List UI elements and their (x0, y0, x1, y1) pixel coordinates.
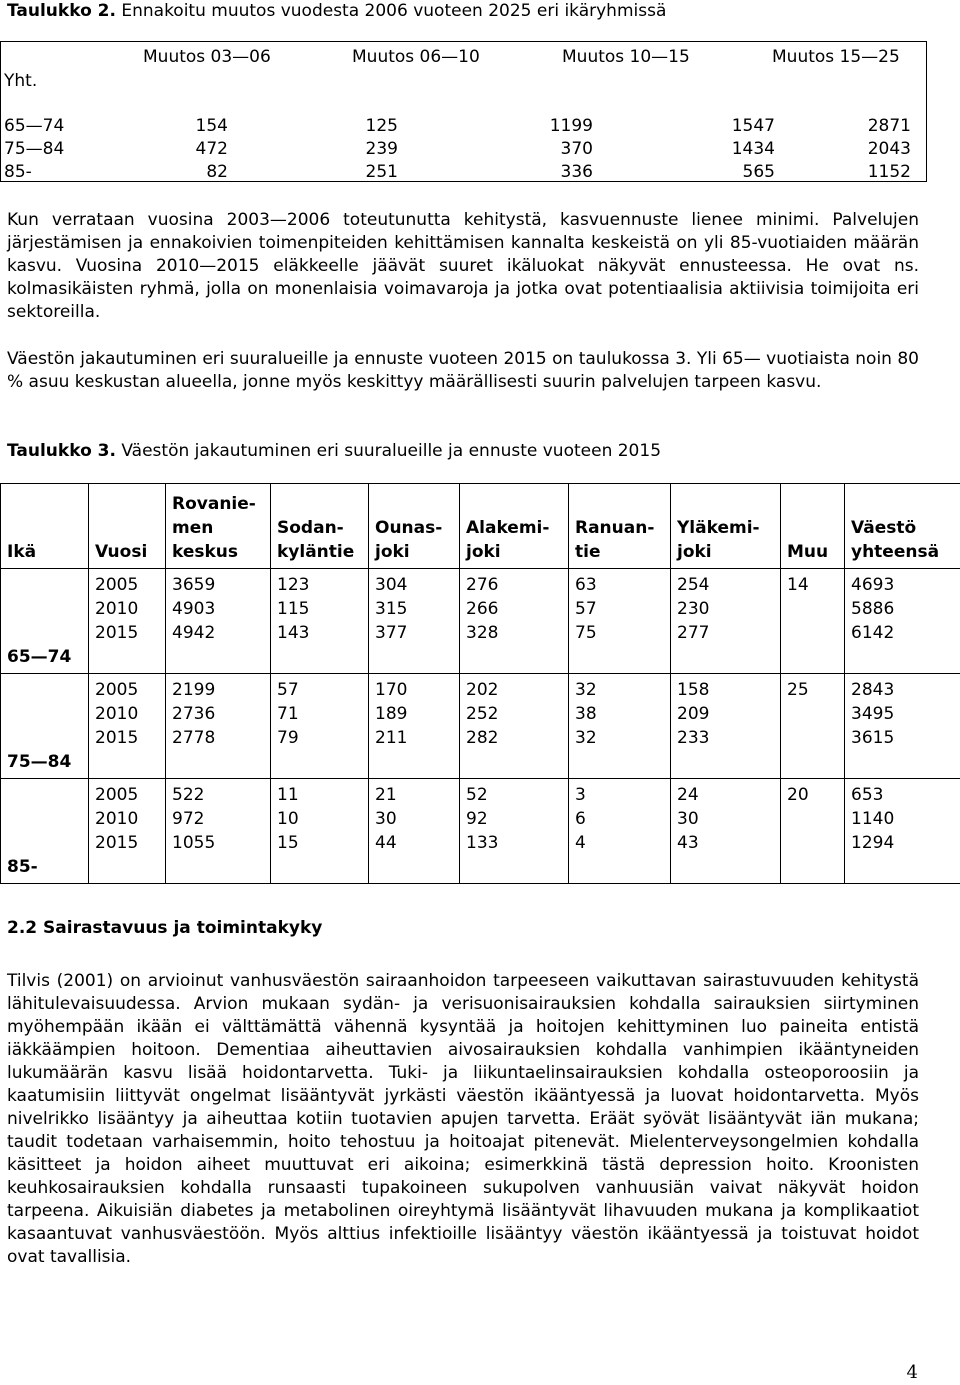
section-heading: 2.2 Sairastavuus ja toimintakyky (7, 918, 323, 938)
table3-value: 57 (277, 680, 299, 700)
table3-value: 189 (375, 704, 408, 724)
table2-cell: 1152 (867, 162, 911, 182)
table3-value: 75 (575, 623, 597, 643)
table2-cell: 2871 (867, 116, 911, 136)
table3-cell (671, 674, 781, 779)
table3-value: 3 (575, 785, 586, 805)
table3-header-row (1, 484, 960, 569)
table3-value: 233 (677, 728, 710, 748)
table3-value: 1055 (172, 833, 216, 853)
table3-value: 2199 (172, 680, 216, 700)
table3-cell (369, 779, 460, 884)
table3-header-line: Väestö (851, 518, 917, 538)
table3-cell (460, 674, 569, 779)
table3-header-line: yhteensä (851, 542, 940, 562)
table2-cell: 239 (365, 139, 398, 159)
table3-value: 3659 (172, 575, 216, 595)
table2-row-age: 65—74 (4, 116, 65, 136)
table3-value: 38 (575, 704, 597, 724)
table3-value: 14 (787, 575, 809, 595)
table3-value: 6 (575, 809, 586, 829)
paragraph-2: Väestön jakautuminen eri suuralueille ja ennuste vuoteen 2015 on taulukossa 3. Yli 65— vuotiaista noin 80 % asuu keskustan alueella, jonne myös keskittyy määrällisesti suurin palvelujen tarpeen kasvu. (7, 349, 919, 392)
table2-cell: 1199 (549, 116, 593, 136)
table3-value: 4693 (851, 575, 895, 595)
table3-cell (271, 569, 369, 674)
table3-cell (166, 569, 271, 674)
table2-header-4: Muutos 15—25 (772, 47, 900, 67)
table3-value: 304 (375, 575, 408, 595)
table2-caption-text: Ennakoitu muutos vuodesta 2006 vuoteen 2025 eri ikäryhmissä (121, 1, 667, 21)
table2-cell: 1547 (731, 116, 775, 136)
table2-caption (7, 0, 666, 22)
table3-cell (460, 569, 569, 674)
table2-cell: 370 (560, 139, 593, 159)
table3-value: 158 (677, 680, 710, 700)
table3-year: 2005 (95, 680, 139, 700)
table3-header-cell (671, 484, 781, 569)
table3-value: 4903 (172, 599, 216, 619)
table3-year: 2005 (95, 785, 139, 805)
table3-value: 143 (277, 623, 310, 643)
table2-header-3: Muutos 10—15 (562, 47, 690, 67)
table2-cell: 1434 (731, 139, 775, 159)
table3-value: 133 (466, 833, 499, 853)
table3-year: 2010 (95, 809, 139, 829)
table2-cell: 82 (206, 162, 228, 182)
table2-header-1: Muutos 03—06 (143, 47, 271, 67)
table3-header-cell (781, 484, 845, 569)
table3-value: 79 (277, 728, 299, 748)
table3-cell (569, 779, 671, 884)
table3-header-cell (845, 484, 960, 569)
table3-value: 252 (466, 704, 499, 724)
table2-cell: 336 (560, 162, 593, 182)
table3-value: 3495 (851, 704, 895, 724)
table3-header-line: Alakemi- (466, 518, 550, 538)
table3-value: 32 (575, 728, 597, 748)
table3-value: 315 (375, 599, 408, 619)
table3-value: 43 (677, 833, 699, 853)
table3-year: 2015 (95, 833, 139, 853)
table3-caption-text: Väestön jakautuminen eri suuralueille ja ennuste vuoteen 2015 (121, 441, 662, 461)
table3-age-group: 65—74 (1, 569, 89, 674)
table3-value: 653 (851, 785, 884, 805)
table3-header-line: Ikä (7, 542, 37, 562)
table3-cell (671, 569, 781, 674)
table3-header-cell (569, 484, 671, 569)
table3-year: 2015 (95, 728, 139, 748)
table3-row (1, 779, 960, 884)
table3-value: 328 (466, 623, 499, 643)
table3-value: 4 (575, 833, 586, 853)
table3-value: 1140 (851, 809, 895, 829)
table3-value: 32 (575, 680, 597, 700)
table3-header-line: Ranuan- (575, 518, 655, 538)
table3-value: 6142 (851, 623, 895, 643)
table3-cell (369, 569, 460, 674)
table3-value: 230 (677, 599, 710, 619)
table3-year: 2010 (95, 704, 139, 724)
table3-header-line: joki (466, 542, 501, 562)
table3-cell (671, 779, 781, 884)
table3-header-line: Muu (787, 542, 829, 562)
table3-header-line: Sodan- (277, 518, 344, 538)
table3-header-line: joki (677, 542, 712, 562)
table3-value: 2736 (172, 704, 216, 724)
table3-header-cell (460, 484, 569, 569)
table3-value: 2778 (172, 728, 216, 748)
table3-years (89, 569, 166, 674)
table3-cell (781, 569, 845, 674)
table3-cell (166, 779, 271, 884)
table3-cell (166, 674, 271, 779)
table3-value: 11 (277, 785, 299, 805)
table2-header-2: Muutos 06—10 (352, 47, 480, 67)
table3-value: 277 (677, 623, 710, 643)
table3-header-line: kyläntie (277, 542, 355, 562)
table3-value: 30 (375, 809, 397, 829)
table3-value: 71 (277, 704, 299, 724)
table3-cell (845, 674, 960, 779)
table3-value: 5886 (851, 599, 895, 619)
paragraph-3: Tilvis (2001) on arvioinut vanhusväestön sairaanhoidon tarpeeseen vaikuttavan sairastuvuuden kehitystä lähitulevaisuudessa. Arvion mukaan sydän- ja verisuonisairauksien kohdalla sairauksien siirtyminen myöhempään ikään ei välttämättä vähennä kysyntää ja hoitojen kehittyminen luo paineita entistä iäkkäämpien hoitoon. Dementiaa aiheuttavien aivosairauksien kohdalla vanhimpien ikääntyneiden lukumäärän kasvu lisää hoidontarvetta. Tuki- ja liikuntaelinsairauksien kohdalla osteoporoosiin ja kaatumisiin liittyvät ongelmat lisääntyvät jyrkästi väestön ikääntyessä ja luovat hoidontarvetta. Myös nivelrikko lisääntyy ja aiheuttaa kotiin tuotavien apujen tarvetta. Eräät syövät lisääntyvät iän mukana; taudit todetaan varhaisemmin, hoito tehostuu ja hoitoajat pitenevät. Mielenterveysongelmien kohdalla käsitteet ja hoidon aiheet muuttuvat eri aikoina; esimerkkinä tästä depression hoito. Kroonisten keuhkosairauksien kohdalla runsaasti tupakoineen sukupolven vanhuusiän vaivat näkyvät hoidon tarpeena. Aikuisiän diabetes ja metabolinen oireyhtymä lisääntyvät lihavuuden mukana ja komplikaatiot kasaantuvat vanhusväestöön. Myös alttius infektioille lisääntyy väestön ikääntyessä ja toistuvat hoidot ovat tavallisia. (7, 971, 919, 1267)
table3-value: 211 (375, 728, 408, 748)
table3-value: 282 (466, 728, 499, 748)
table3-cell (781, 779, 845, 884)
table3-cell (460, 779, 569, 884)
table3-value: 2843 (851, 680, 895, 700)
table3-year: 2010 (95, 599, 139, 619)
table3-value: 92 (466, 809, 488, 829)
page-number: 4 (906, 1362, 918, 1383)
table3-value: 209 (677, 704, 710, 724)
table3-caption (7, 440, 661, 462)
table3-header-cell (1, 484, 89, 569)
table3-header-line: joki (375, 542, 410, 562)
table3-value: 972 (172, 809, 205, 829)
table3-years (89, 674, 166, 779)
table3-age-group: 75—84 (1, 674, 89, 779)
table3-value: 276 (466, 575, 499, 595)
table3-header-cell (166, 484, 271, 569)
table3-header-line: Ounas- (375, 518, 443, 538)
table3-cell (271, 674, 369, 779)
table3-cell (271, 779, 369, 884)
table2-cell: 2043 (867, 139, 911, 159)
table3-year: 2015 (95, 623, 139, 643)
table2-cell: 472 (195, 139, 228, 159)
table3-value: 254 (677, 575, 710, 595)
table3-value: 24 (677, 785, 699, 805)
table2-total-label: Yht. (4, 71, 38, 91)
table3-value: 15 (277, 833, 299, 853)
table3-value: 3615 (851, 728, 895, 748)
table3-header-cell (89, 484, 166, 569)
table3-row (1, 569, 960, 674)
table3-value: 10 (277, 809, 299, 829)
table3-value: 377 (375, 623, 408, 643)
table3-value: 63 (575, 575, 597, 595)
table3-cell (781, 674, 845, 779)
table3-value: 57 (575, 599, 597, 619)
table3 (0, 483, 960, 884)
table3-cell (369, 674, 460, 779)
table3-header-line: Yläkemi- (677, 518, 760, 538)
table3-cell (569, 674, 671, 779)
table3-value: 21 (375, 785, 397, 805)
table3-caption-label: Taulukko 3. (7, 441, 116, 461)
table2-row-age: 85- (4, 162, 32, 182)
table3-year: 2005 (95, 575, 139, 595)
table3-value: 522 (172, 785, 205, 805)
table3-header-line: Vuosi (95, 542, 148, 562)
table3-value: 20 (787, 785, 809, 805)
table3-cell (569, 569, 671, 674)
table3-value: 52 (466, 785, 488, 805)
table3-header-line: men (172, 518, 214, 538)
table3-value: 266 (466, 599, 499, 619)
table3-header-cell (271, 484, 369, 569)
table3-value: 123 (277, 575, 310, 595)
table3-years (89, 779, 166, 884)
table2-row-age: 75—84 (4, 139, 65, 159)
paragraph-1: Kun verrataan vuosina 2003—2006 toteutunutta kehitystä, kasvuennuste lienee minimi. Palvelujen järjestämisen ja ennakoivien toimenpiteiden kehittämisen kannalta keskeistä on yli 85-vuotiaiden määrän kasvu. Vuosina 2010—2015 eläkkeelle jäävät suuret ikäluokat näkyvät ennusteessa. He ovat ns. kolmasikäisten ryhmä, jolla on monenlaisia voimavaroja ja jotka ovat potentiaalisia aktiivisia toimijoita eri sektoreilla. (7, 210, 919, 322)
table3-value: 1294 (851, 833, 895, 853)
table3-row (1, 674, 960, 779)
table3-header-line: Rovanie- (172, 494, 256, 514)
table2-cell: 154 (195, 116, 228, 136)
table3-value: 25 (787, 680, 809, 700)
table3-header-line: keskus (172, 542, 239, 562)
table3-value: 30 (677, 809, 699, 829)
table3-value: 44 (375, 833, 397, 853)
table2-cell: 125 (365, 116, 398, 136)
table2-cell: 565 (742, 162, 775, 182)
table3-value: 170 (375, 680, 408, 700)
table3-header-line: tie (575, 542, 601, 562)
table3-header-cell (369, 484, 460, 569)
table3-value: 115 (277, 599, 310, 619)
table3-cell (845, 569, 960, 674)
table3-age-group: 85- (1, 779, 89, 884)
table3-cell (845, 779, 960, 884)
table3-value: 202 (466, 680, 499, 700)
table2-caption-label: Taulukko 2. (7, 1, 116, 21)
table3-value: 4942 (172, 623, 216, 643)
table2-cell: 251 (365, 162, 398, 182)
